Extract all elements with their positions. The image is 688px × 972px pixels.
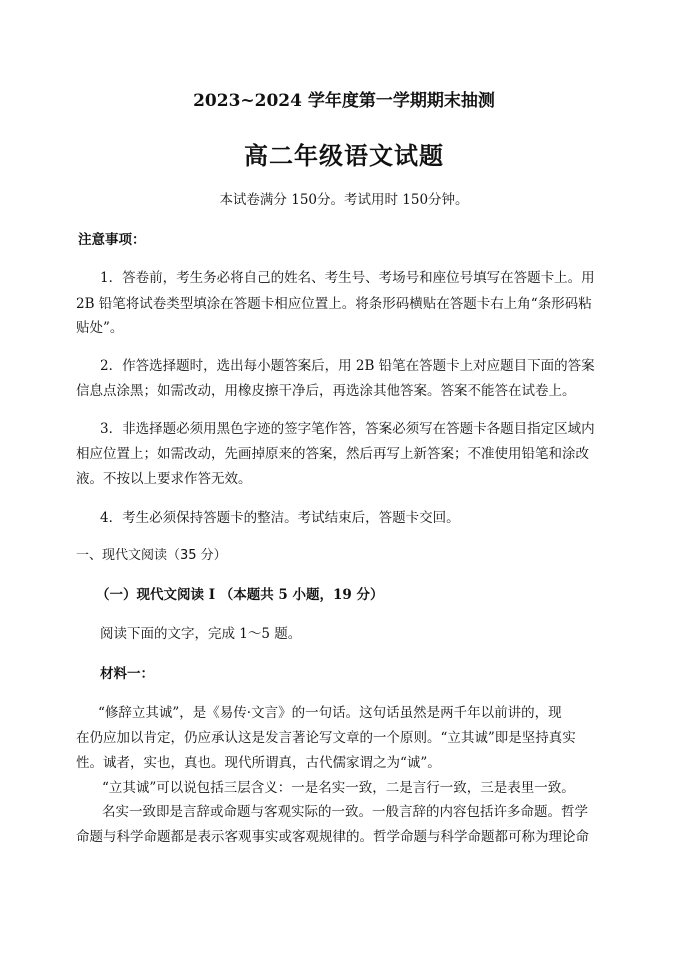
notice-item-3-line-1: 3．非选择题必须用黑色字迹的签字笔作答，答案必须写在答题卡各题目指定区域内 [100, 421, 595, 437]
exam-title: 高二年级语文试题 [244, 141, 444, 170]
notice-item-1-line-2: 2B 铅笔将试卷类型填涂在答题卡相应位置上。将条形码横贴在答题卡右上角“条形码粘 [76, 296, 592, 312]
section-sub-heading: （一）现代文阅读 I （本题共 5 小题，19 分） [96, 587, 384, 603]
notice-item-3-line-3: 液。不按以上要求作答无效。 [76, 471, 252, 487]
notice-item-3-line-2: 相应位置上；如需改动，先画掉原来的答案，然后再写上新答案；不准使用铅笔和涂改 [76, 446, 589, 462]
paragraph-line: “修辞立其诚”，是《易传·文言》的一句话。这句话虽然是两千年以前讲的，现 [98, 705, 562, 721]
reading-instruction: 阅读下面的文字，完成 1～5 题。 [100, 626, 302, 642]
paragraph-line: “立其诚”可以说包括三层含义：一是名实一致，二是言行一致，三是表里一致。 [102, 780, 575, 796]
section-heading: 一、现代文阅读（35 分） [76, 548, 227, 563]
notice-item-2-line-2: 信息点涂黑；如需改动，用橡皮擦干净后，再选涂其他答案。答案不能答在试卷上。 [76, 383, 576, 399]
paragraph-line: 性。诚者，实也，真也。现代所谓真，古代儒家谓之为“诚”。 [76, 755, 441, 771]
exam-info: 本试卷满分 150分。考试用时 150分钟。 [219, 192, 469, 208]
notice-item-1-line-3: 贴处”。 [76, 320, 124, 336]
paragraph-line: 名实一致即是言辞或命题与客观实际的一致。一般言辞的内容包括许多命题。哲学 [102, 804, 588, 820]
notice-label: 注意事项： [78, 232, 146, 248]
paragraph-line: 命题与科学命题都是表示客观事实或客观规律的。哲学命题与科学命题都可称为理论命 [76, 829, 589, 845]
notice-item-1-line-1: 1．答卷前，考生务必将自己的姓名、考生号、考场号和座位号填写在答题卡上。用 [100, 270, 595, 286]
paragraph-line: 在仍应加以肯定，仍应承认这是发言著论写文章的一个原则。“立其诚”即是坚持真实 [76, 730, 576, 746]
notice-item-2-line-1: 2．作答选择题时，选出每小题答案后，用 2B 铅笔在答题卡上对应题目下面的答案 [100, 358, 595, 374]
notice-item-4-line-1: 4．考生必须保持答题卡的整洁。考试结束后，答题卡交回。 [100, 510, 460, 526]
material-label: 材料一： [100, 666, 154, 682]
exam-term-title: 2023~2024 学年度第一学期期末抽测 [193, 91, 495, 111]
